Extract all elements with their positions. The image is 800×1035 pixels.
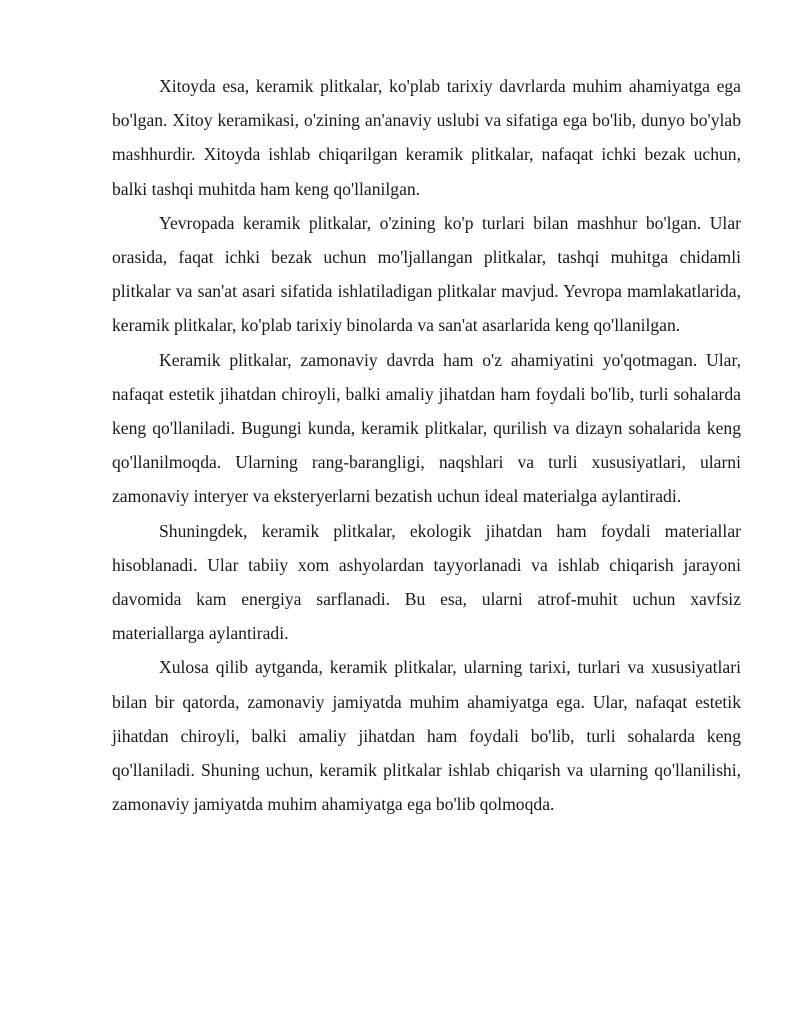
document-body <box>112 69 741 821</box>
paragraph-china: Xitoyda esa, keramik plitkalar, ko'plab tarixiy davrlarda muhim ahamiyatga ega bo'lgan. Xitoy keramikasi, o'zining an'anaviy uslubi va sifatiga ega bo'lib, dunyo bo'ylab mashhurdir. Xitoyda ishlab chiqarilgan keramik plitkalar, nafaqat ichki bezak uchun, balki tashqi muhitda ham keng qo'llanilgan. <box>112 76 741 199</box>
paragraph-modern: Keramik plitkalar, zamonaviy davrda ham o'z ahamiyatini yo'qotmagan. Ular, nafaqat estetik jihatdan chiroyli, balki amaliy jihatdan ham foydali bo'lib, turli sohalarda keng qo'llaniladi. Bugungi kunda, keramik plitkalar, qurilish va dizayn sohalarida keng qo'llanilmoqda. Ularning rang-barangligi, naqshlari va turli xususiyatlari, ularni zamonaviy interyer va eksteryerlarni bezatish uchun ideal materialga aylantiradi. <box>112 349 741 507</box>
paragraph-conclusion: Xulosa qilib aytganda, keramik plitkalar, ularning tarixi, turlari va xususiyatlari bilan bir qatorda, zamonaviy jamiyatda muhim ahamiyatga ega. Ular, nafaqat estetik jihatdan chiroyli, balki amaliy jihatdan ham foydali bo'lib, turli sohalarda keng qo'llaniladi. Shuning uchun, keramik plitkalar ishlab chiqarish va ularning qo'llanilishi, zamonaviy jamiyatda muhim ahamiyatga ega bo'lib qolmoqda. <box>112 657 741 815</box>
paragraph-ecology: Shuningdek, keramik plitkalar, ekologik jihatdan ham foydali materiallar hisoblanadi. Ular tabiiy xom ashyolardan tayyorlanadi va ishlab chiqarish jarayoni davomida kam energiya sarflanadi. Bu esa, ularni atrof-muhit uchun xavfsiz materiallarga aylantiradi. <box>112 520 741 644</box>
paragraph-europe: Yevropada keramik plitkalar, o'zining ko'p turlari bilan mashhur bo'lgan. Ular orasida, faqat ichki bezak uchun mo'ljallangan plitkalar, tashqi muhitga chidamli plitkalar va san'at asari sifatida ishlatiladigan plitkalar mavjud. Yevropa mamlakatlarida, keramik plitkalar, ko'plab tarixiy binolarda va san'at asarlarida keng qo'llanilgan. <box>112 212 741 336</box>
